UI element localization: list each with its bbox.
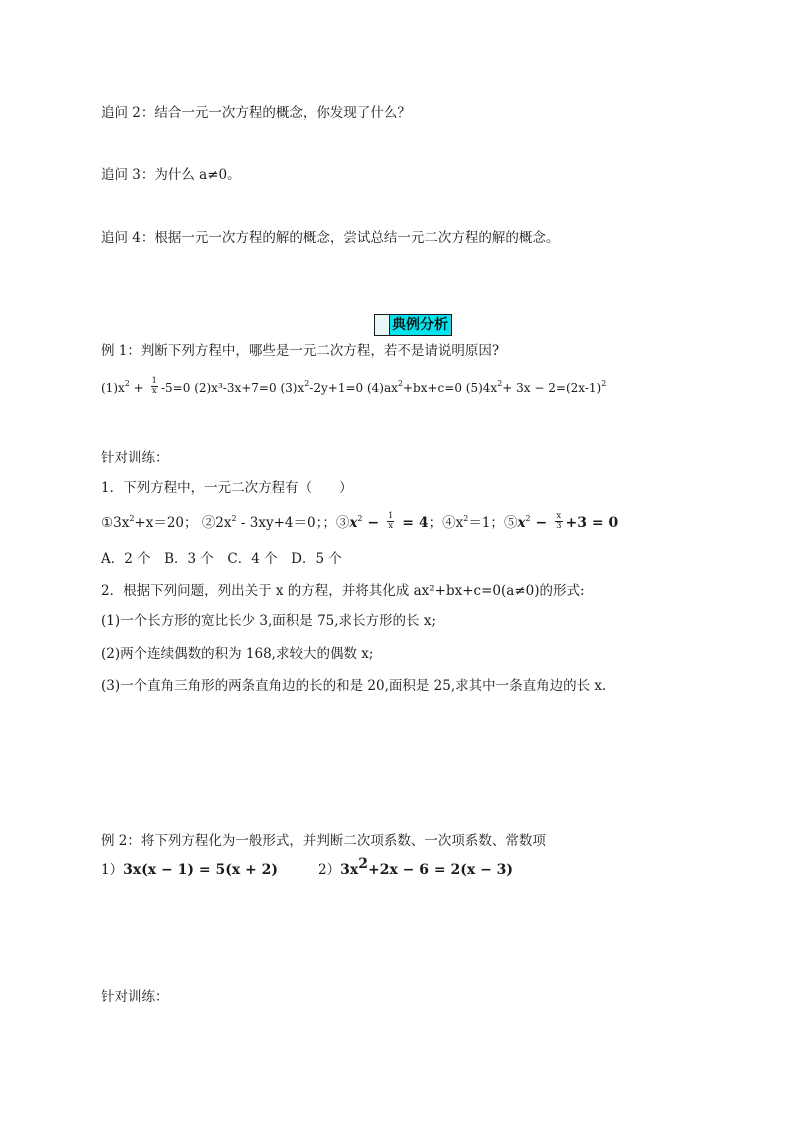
example-2-eq1-label: 1） <box>101 862 124 878</box>
option-3-exp: 2 <box>357 514 363 523</box>
eq1-frac-den: x <box>151 386 157 396</box>
option-5-b: +3 = 0 <box>565 515 619 531</box>
section-heading: 典例分析 <box>390 315 451 335</box>
example-2-eq2-a: 3x <box>340 862 359 878</box>
eq1-part-a: (1)x <box>101 381 125 395</box>
option-5-frac-den: 3 <box>556 521 562 531</box>
example-2-eq2-label: 2） <box>318 862 341 878</box>
example-2-prompt: 例 2：将下列方程化为一般形式，并判断二次项系数、一次项系数、常数项 <box>101 833 546 849</box>
training-1-options: $①3x^2+x=20$； $②2x^2 - 3xy+4=0$；；$③x^2$ − $\frac{1}{x}$ = 4；$④x^2=1$；$⑤x^2$ − $\frac{x}{3}$ +3 = 0 <box>101 511 619 531</box>
eq5-part-b: + 3x − 2=(2x-1) <box>502 381 602 395</box>
training-2-heading: 针对训练： <box>101 989 169 1005</box>
option-3-b: 4 <box>418 515 429 531</box>
eq4-part-a: (4)ax <box>366 381 398 395</box>
option-3-c: ； <box>428 515 443 531</box>
followup-question-4: 追问 4：根据一元一次方程的解的概念，尝试总结一元二次方程的解的概念。 <box>101 230 560 246</box>
eq3-part-b: -2y+1=0 <box>309 381 364 395</box>
eq5-exponent: 2 <box>497 379 503 388</box>
example-2-eq2-exp: 2 <box>358 856 368 872</box>
option-5-x: x <box>517 515 526 531</box>
option-3-fraction <box>387 512 394 531</box>
option-5-fraction <box>555 512 562 531</box>
option-4-exp: 2 <box>463 514 469 523</box>
training-1-choices: A．2 个 B．3 个 C．4 个 D．5 个 <box>101 551 342 567</box>
option-3-a: ③ <box>335 515 350 531</box>
option-1-exp: 2 <box>129 514 135 523</box>
option-1-b: +x＝20； <box>134 515 198 531</box>
eq2: (2)x³-3x+7=0 <box>194 381 277 395</box>
example-1-prompt: 例 1：判断下列方程中，哪些是一元二次方程，若不是请说明原因? <box>101 343 500 359</box>
training-1-question-2-3: (3)一个直角三角形的两条直角边的长的和是 20,面积是 25,求其中一条直角边的长 x. <box>101 678 607 694</box>
option-2-b: - 3xy+4＝0； <box>236 515 323 531</box>
eq5-part-a: (5)4x <box>465 381 498 395</box>
option-2-exp: 2 <box>231 514 237 523</box>
eq1-exponent: 2 <box>124 379 130 388</box>
heading-tab-decoration <box>375 315 390 335</box>
training-1-question-1: 1．下列方程中，一元二次方程有（ ） <box>101 480 353 496</box>
option-5-frac-num: x <box>556 511 562 521</box>
training-1-question-2-2: (2)两个连续偶数的积为 168,求较大的偶数 x; <box>101 646 374 662</box>
eq5-exponent-2: 2 <box>601 379 607 388</box>
eq1-fraction <box>151 377 158 396</box>
section-heading-box <box>374 314 452 336</box>
option-1-a: ①3x <box>101 515 130 531</box>
option-5-exp: 2 <box>525 514 531 523</box>
training-1-question-2: 2．根据下列问题，列出关于 x 的方程，并将其化成 ax²+bx+c=0(a≠0)的形式: <box>101 583 585 599</box>
eq3-exponent: 2 <box>304 379 310 388</box>
option-4-a: ④x <box>442 515 464 531</box>
followup-question-3: 追问 3：为什么 a≠0。 <box>101 167 241 183</box>
training-1-question-2-1: (1)一个长方形的宽比长少 3,面积是 75,求长方形的长 x; <box>101 613 437 629</box>
example-2-eq1: 3x(x − 1) = 5(x + 2) <box>123 862 279 878</box>
example-1-equations: $(1)x^2$ + $\frac{1}{x}$ -5=0 (2)x³-3x+7=0 $(3)x^2-2y+1=0$ $(4)ax^2+bx+c=0$ $(5)4x^2+ 3x - 2=(2x-1)^2$ <box>101 376 607 396</box>
option-5-a: ⑤ <box>503 515 518 531</box>
eq1-frac-num: 1 <box>151 376 157 386</box>
eq3-part-a: (3)x <box>280 381 305 395</box>
eq1-part-b: -5=0 <box>160 381 191 395</box>
training-1-heading: 针对训练： <box>101 450 169 466</box>
followup-question-2: 追问 2：结合一元一次方程的概念，你发现了什么？ <box>101 105 411 121</box>
option-2-sep: ； <box>322 515 336 531</box>
eq4-part-b: +bx+c=0 <box>403 381 462 395</box>
option-3-frac-num: 1 <box>387 511 394 521</box>
option-2-a: ②2x <box>201 515 232 531</box>
example-2-eq2-b: +2x − 6 = 2(x − 3) <box>367 862 514 878</box>
example-2-equations <box>101 856 514 879</box>
option-4-b: ＝1； <box>468 515 504 531</box>
eq4-exponent: 2 <box>397 379 403 388</box>
option-3-x: x <box>349 515 358 531</box>
option-3-frac-den: x <box>388 521 394 531</box>
